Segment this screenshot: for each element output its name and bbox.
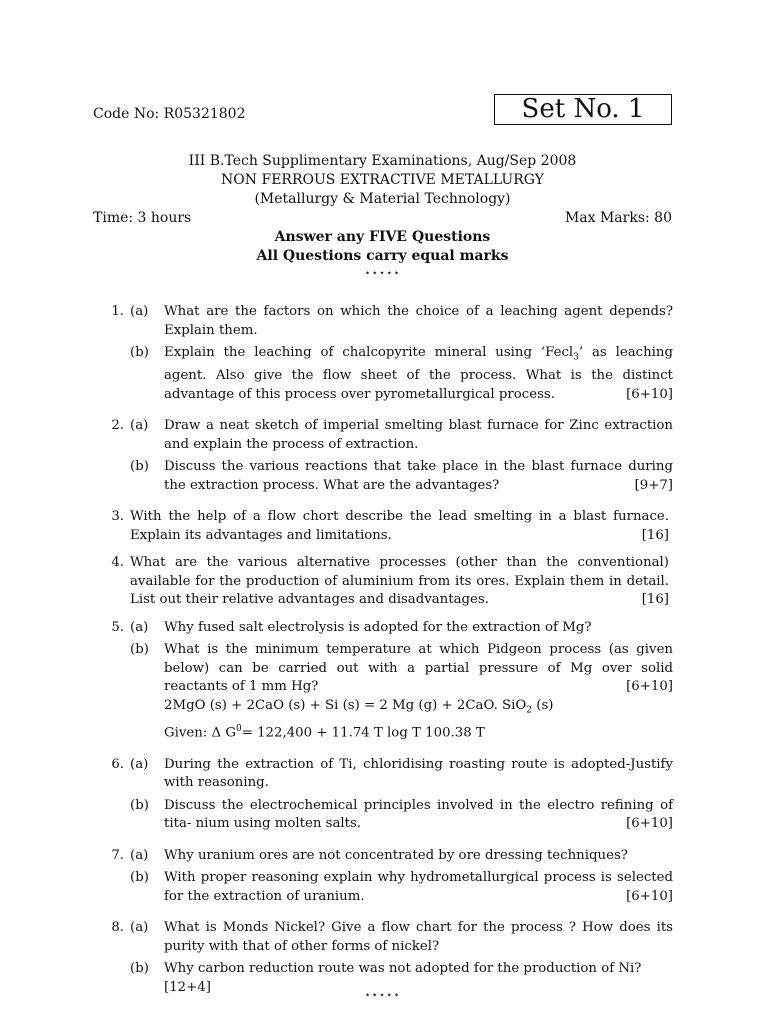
reaction-equation: 2MgO (s) + 2CaO (s) + Si (s) = 2 Mg (g) + 2CaO. SiO$_2$ (s) xyxy=(164,697,554,716)
question-7 xyxy=(93,847,673,911)
question-part-a: (a) Draw a neat sketch of imperial smelting blast furnace for Zinc extraction and explain the process of extraction. xyxy=(130,418,673,452)
question-list xyxy=(93,303,673,1010)
question-number: 6. xyxy=(111,756,124,772)
question-part-b: (b) Discuss the various reactions that take place in the blast furnace during the extraction process. What are the advantages? [9+7] xyxy=(130,458,673,495)
question-part-a: (a) What is Monds Nickel? Give a flow chart for the process ? How does its purity with that of other forms of nickel? xyxy=(130,920,673,954)
question-part-b: (b) Explain the leaching of chalcopyrite mineral using ‘Fecl$_3$’ as leaching agent. Also give the flow sheet of the process. What is the distinct advantage of this process over pyrometallurgical process. [6+10] xyxy=(130,344,673,404)
instruction-answer: Answer any FIVE Questions xyxy=(274,229,491,245)
question-number: 1. xyxy=(111,304,124,319)
subject-title: NON FERROUS EXTRACTIVE METALLURGY xyxy=(221,172,544,188)
question-number: 7. xyxy=(111,847,124,863)
code-number: Code No: R05321802 xyxy=(93,106,246,122)
question-part-b: (b) Why carbon reduction route was not adopted for the production of Ni?[12+4] xyxy=(130,961,642,995)
marks-label: [16] xyxy=(641,592,669,608)
question-part-b: (b) With proper reasoning explain why hydrometallurgical process is selected for the extraction of uranium. [6+10] xyxy=(130,869,673,906)
time-label: Time: 3 hours xyxy=(93,210,192,226)
marks-label: [16] xyxy=(641,527,669,543)
marks-label: [9+7] xyxy=(634,477,673,493)
question-3: 3. With the help of a flow chort describe the lead smelting in a blast furnace. Explain its advantages and limitations. [16] xyxy=(93,508,673,545)
question-number: 2. xyxy=(111,418,124,434)
header-stars: ⋆⋆⋆⋆⋆ xyxy=(364,268,401,279)
question-part-a: (a) Why uranium ores are not concentrated by ore dressing techniques? xyxy=(130,847,628,863)
question-5 xyxy=(93,619,673,747)
question-part-a: (a) During the extraction of Ti, chloridising roasting route is adopted-Justify with reasoning. xyxy=(130,756,673,791)
max-marks-label: Max Marks: 80 xyxy=(564,210,672,226)
question-part-b: (b) What is the minimum temperature at which Pidgeon process (as given below) can be carried out with a partial pressure of Mg over solid reactants of 1 mm Hg? [6+10] 2MgO (s) + 2CaO (s) + Si (s) = 2 Mg (g) + 2CaO. SiO$_2$ (s) Given: Δ $G^0= 122,400 + 11.74$ T log T 100.38 T xyxy=(130,641,673,743)
question-part-a: (a) Why fused salt electrolysis is adopted for the extraction of Mg? xyxy=(130,619,592,635)
marks-label: [12+4] xyxy=(164,979,211,995)
marks-label: [6+10] xyxy=(626,816,673,832)
given-equation: Given: Δ $G^0= 122,400 + 11.74$ T log T 100.38 T xyxy=(164,723,485,741)
marks-label: [6+10] xyxy=(626,679,673,695)
marks-label: [6+10] xyxy=(626,386,673,402)
question-4: 4. What are the various alternative processes (other than the conventional) available for the production of aluminium from its ores. Explain them in detail. List out their relative advantages and disadvantages. [16] xyxy=(93,554,673,610)
instruction-equal-marks: All Questions carry equal marks xyxy=(256,248,509,264)
question-number: 8. xyxy=(111,920,124,936)
question-part-a: (a) What are the factors on which the choice of a leaching agent depends? Explain them. xyxy=(130,304,673,338)
marks-label: [6+10] xyxy=(626,888,673,904)
question-part-b: (b) Discuss the electrochemical principles involved in the electro refining of tita- nium using molten salts. [6+10] xyxy=(130,797,673,834)
question-8 xyxy=(93,919,673,1001)
question-1 xyxy=(93,303,673,408)
question-number: 5. xyxy=(111,619,124,635)
question-2 xyxy=(93,417,673,499)
question-number: 4. xyxy=(111,555,124,571)
question-6 xyxy=(93,756,673,838)
exam-title: III B.Tech Supplimentary Examinations, Aug/Sep 2008 xyxy=(188,153,577,169)
set-number-box: Set No. 1 xyxy=(494,94,672,125)
branch-title: (Metallurgy & Material Technology) xyxy=(254,191,511,207)
time-marks-row xyxy=(93,210,672,226)
question-number: 3. xyxy=(111,509,124,525)
footer-stars: ⋆⋆⋆⋆⋆ xyxy=(364,990,401,1001)
